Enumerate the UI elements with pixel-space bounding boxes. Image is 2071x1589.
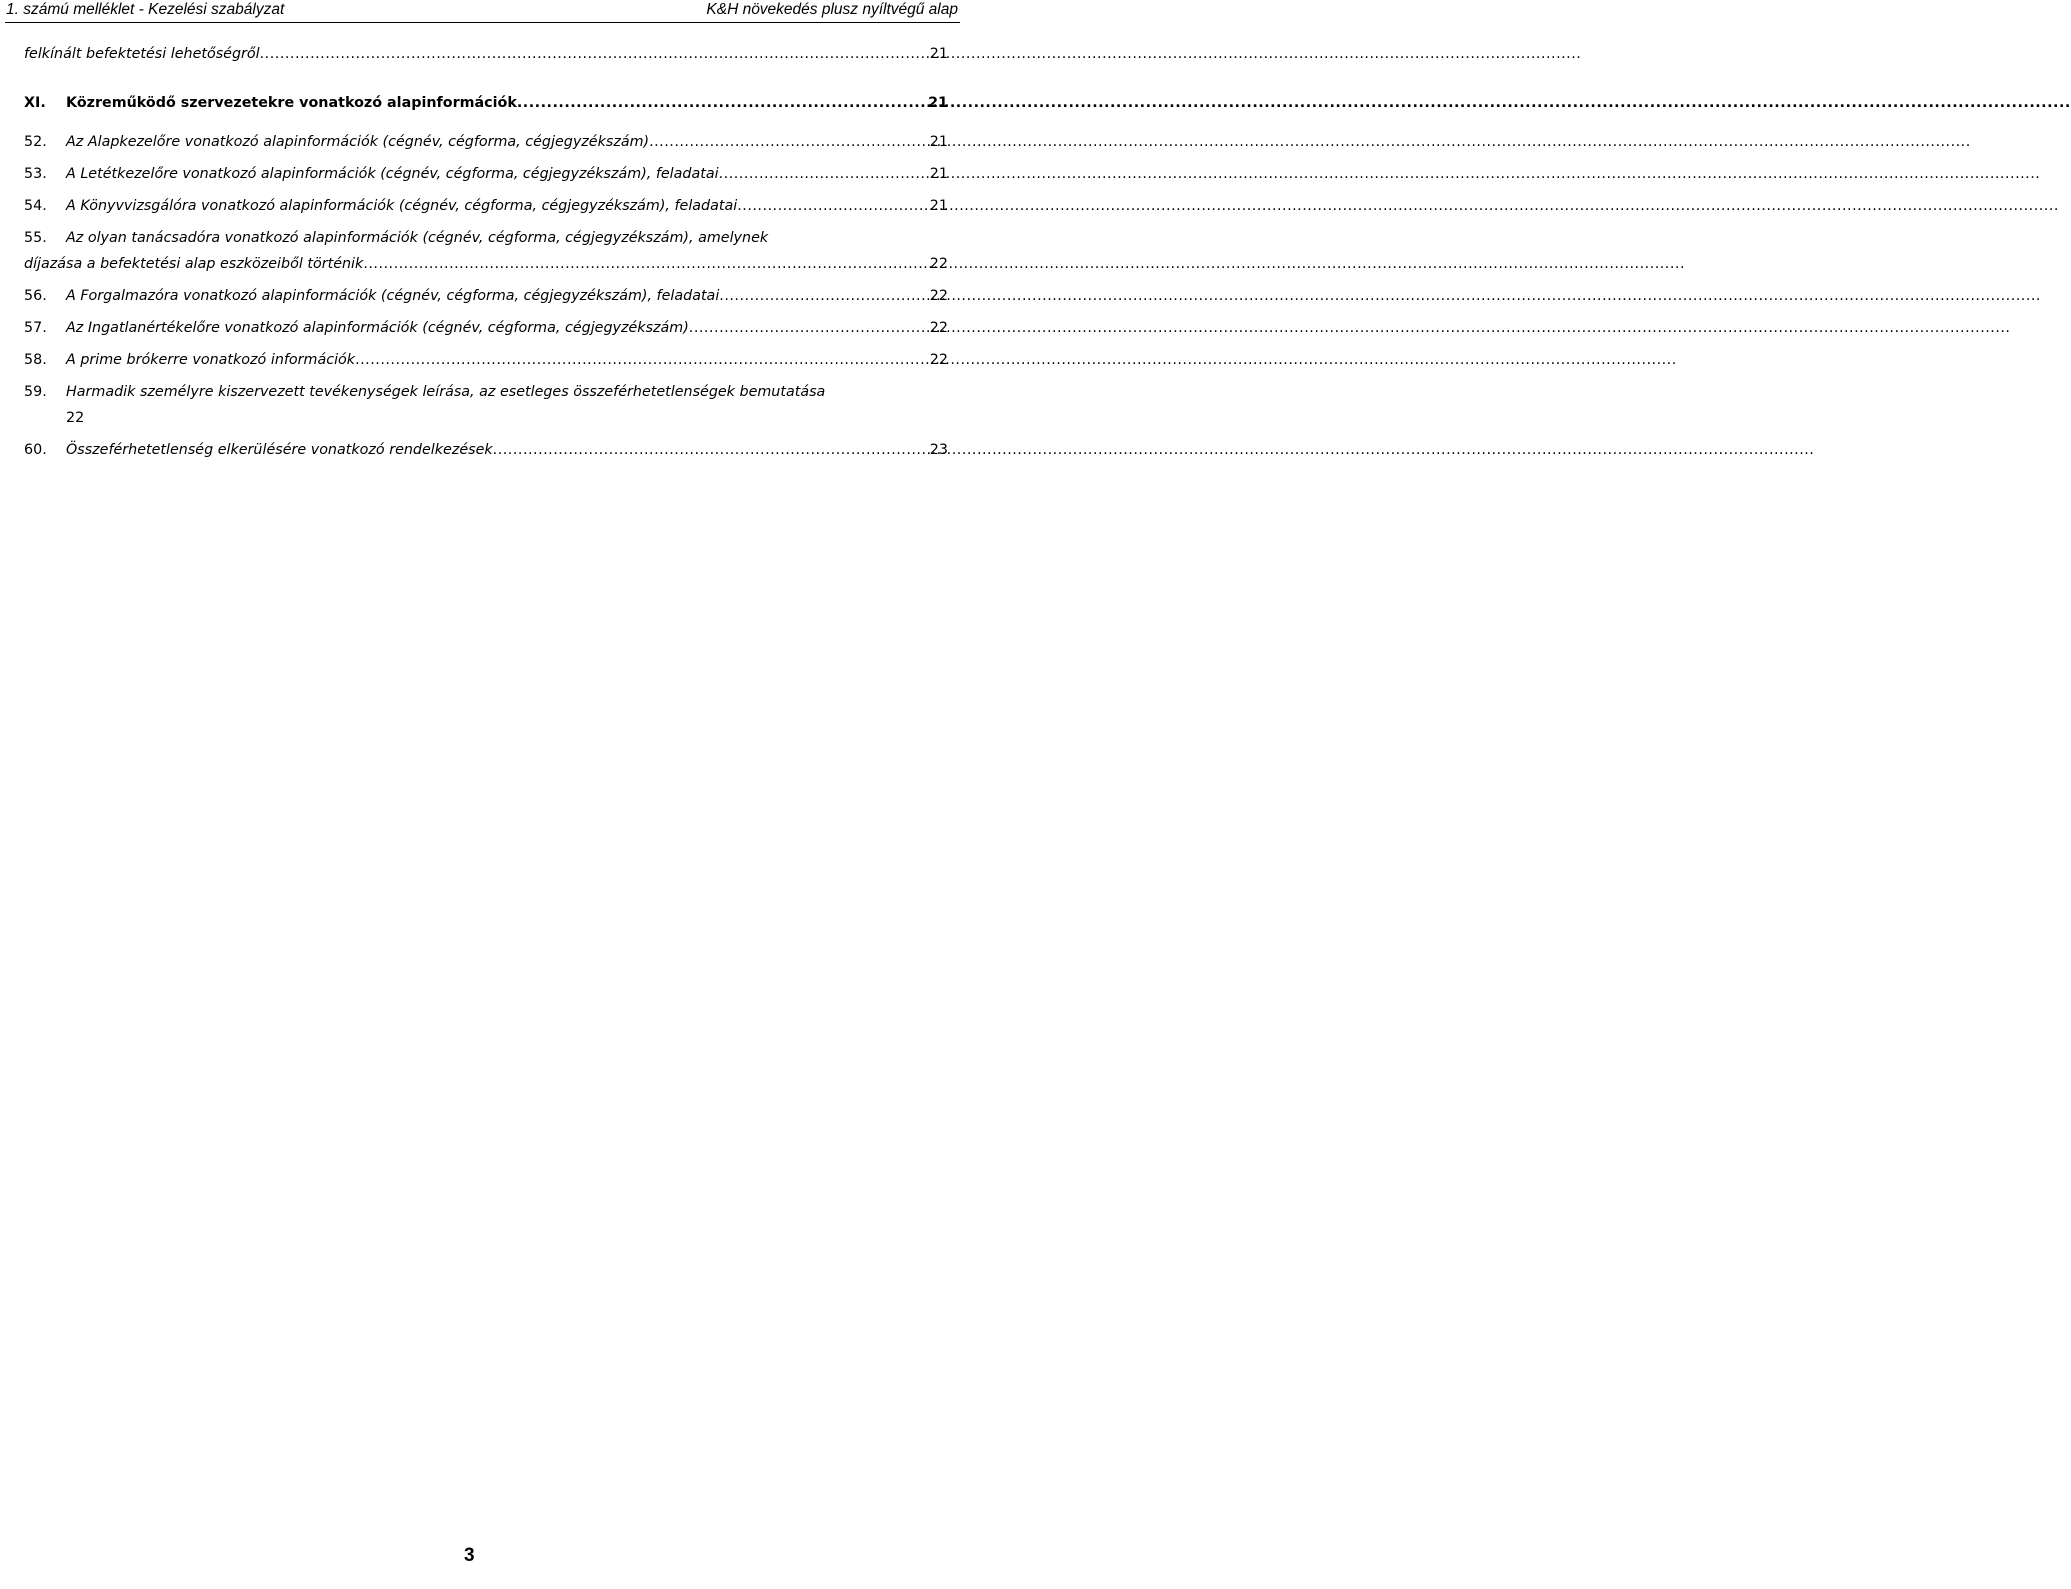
toc-entry-page-wrapped[interactable]: [66, 406, 948, 430]
toc-entry[interactable]: [24, 380, 948, 404]
toc-entry[interactable]: [24, 226, 948, 250]
toc-leader-dots: [363, 252, 928, 276]
header-right-title: K&H növekedés plusz nyíltvégű alap: [706, 1, 958, 18]
toc-entry-text: Az Ingatlanértékelőre vonatkozó alapinformációk (cégnév, cégforma, cégjegyzékszám): [66, 320, 689, 336]
toc-entry-page: 21: [929, 46, 948, 62]
toc-entry-number: XI.: [24, 95, 46, 111]
toc-entry-number: 53.: [24, 166, 47, 182]
toc-entry-number: 59.: [24, 384, 47, 400]
toc-leader-dots: [355, 348, 929, 372]
toc-entry-text: felkínált befektetési lehetőségről: [24, 46, 260, 62]
toc-entry-page: 21: [928, 95, 948, 111]
toc-entry[interactable]: [24, 348, 948, 372]
page-header: [0, 0, 960, 20]
header-rule: [5, 22, 960, 23]
toc-entry-text: A Letétkezelőre vonatkozó alapinformációk (cégnév, cégforma, cégjegyzékszám), feladatai: [66, 166, 719, 182]
toc-entry-text: A Forgalmazóra vonatkozó alapinformációk (cégnév, cégforma, cégjegyzékszám), feladatai: [66, 288, 720, 304]
toc-leader-dots: [689, 316, 929, 340]
toc-entry[interactable]: [24, 284, 948, 308]
toc-entry-page: 22: [929, 320, 948, 336]
toc-entry-number: 58.: [24, 352, 47, 368]
toc-entry-number: 56.: [24, 288, 47, 304]
toc-entry-text: Közreműködő szervezetekre vonatkozó alapinformációk: [66, 95, 517, 111]
toc-leader-dots: [719, 284, 929, 308]
toc-entry-page: 22: [929, 352, 948, 368]
toc-entry-number: 54.: [24, 198, 47, 214]
toc-entry-continuation[interactable]: [24, 252, 948, 276]
toc-leader-dots: [737, 194, 929, 218]
toc-leader-dots: [260, 42, 929, 66]
page-number: 3: [464, 1545, 475, 1566]
toc-entry[interactable]: [24, 162, 948, 186]
toc-entry-text: Az olyan tanácsadóra vonatkozó alapinformációk (cégnév, cégforma, cégjegyzékszám), amelynek: [66, 230, 769, 246]
toc-entry[interactable]: [24, 42, 948, 66]
toc-entry-page: 22: [66, 410, 85, 426]
toc-entry-number: 60.: [24, 442, 47, 458]
toc-entry-number: 55.: [24, 230, 47, 246]
toc-leader-dots: [649, 130, 929, 154]
toc-entry[interactable]: [24, 316, 948, 340]
toc-entry-page: 23: [929, 442, 948, 458]
toc-entry-page: 21: [929, 134, 948, 150]
toc-entry[interactable]: [24, 130, 948, 154]
toc-entry-text-continued: díjazása a befektetési alap eszközeiből történik: [24, 256, 364, 272]
toc-entry-text: Összeférhetetlenség elkerülésére vonatkozó rendelkezések: [66, 442, 493, 458]
toc-entry-number: 57.: [24, 320, 47, 336]
toc-leader-dots: [517, 91, 927, 115]
toc-entry-page: 21: [929, 198, 948, 214]
toc-entry-text: Harmadik személyre kiszervezett tevékenységek leírása, az esetleges összeférhetetlenségek bemutatása: [66, 384, 826, 400]
toc-entry-page: 22: [929, 256, 948, 272]
toc-leader-dots: [719, 162, 929, 186]
toc-entry[interactable]: [24, 91, 948, 115]
toc-entry-text: A Könyvvizsgálóra vonatkozó alapinformációk (cégnév, cégforma, cégjegyzékszám), feladatai: [66, 198, 738, 214]
toc-entry-page: 21: [929, 166, 948, 182]
header-left-title: 1. számú melléklet - Kezelési szabályzat: [6, 1, 285, 18]
toc-entry-text: A prime brókerre vonatkozó információk: [66, 352, 356, 368]
toc-entry-page: 22: [929, 288, 948, 304]
toc-leader-dots: [493, 438, 929, 462]
toc-entry-text: Az Alapkezelőre vonatkozó alapinformációk (cégnév, cégforma, cégjegyzékszám): [66, 134, 650, 150]
document-page: [0, 0, 960, 1589]
toc-entry[interactable]: [24, 438, 948, 462]
toc-entry[interactable]: [24, 194, 948, 218]
toc-entry-number: 52.: [24, 134, 47, 150]
